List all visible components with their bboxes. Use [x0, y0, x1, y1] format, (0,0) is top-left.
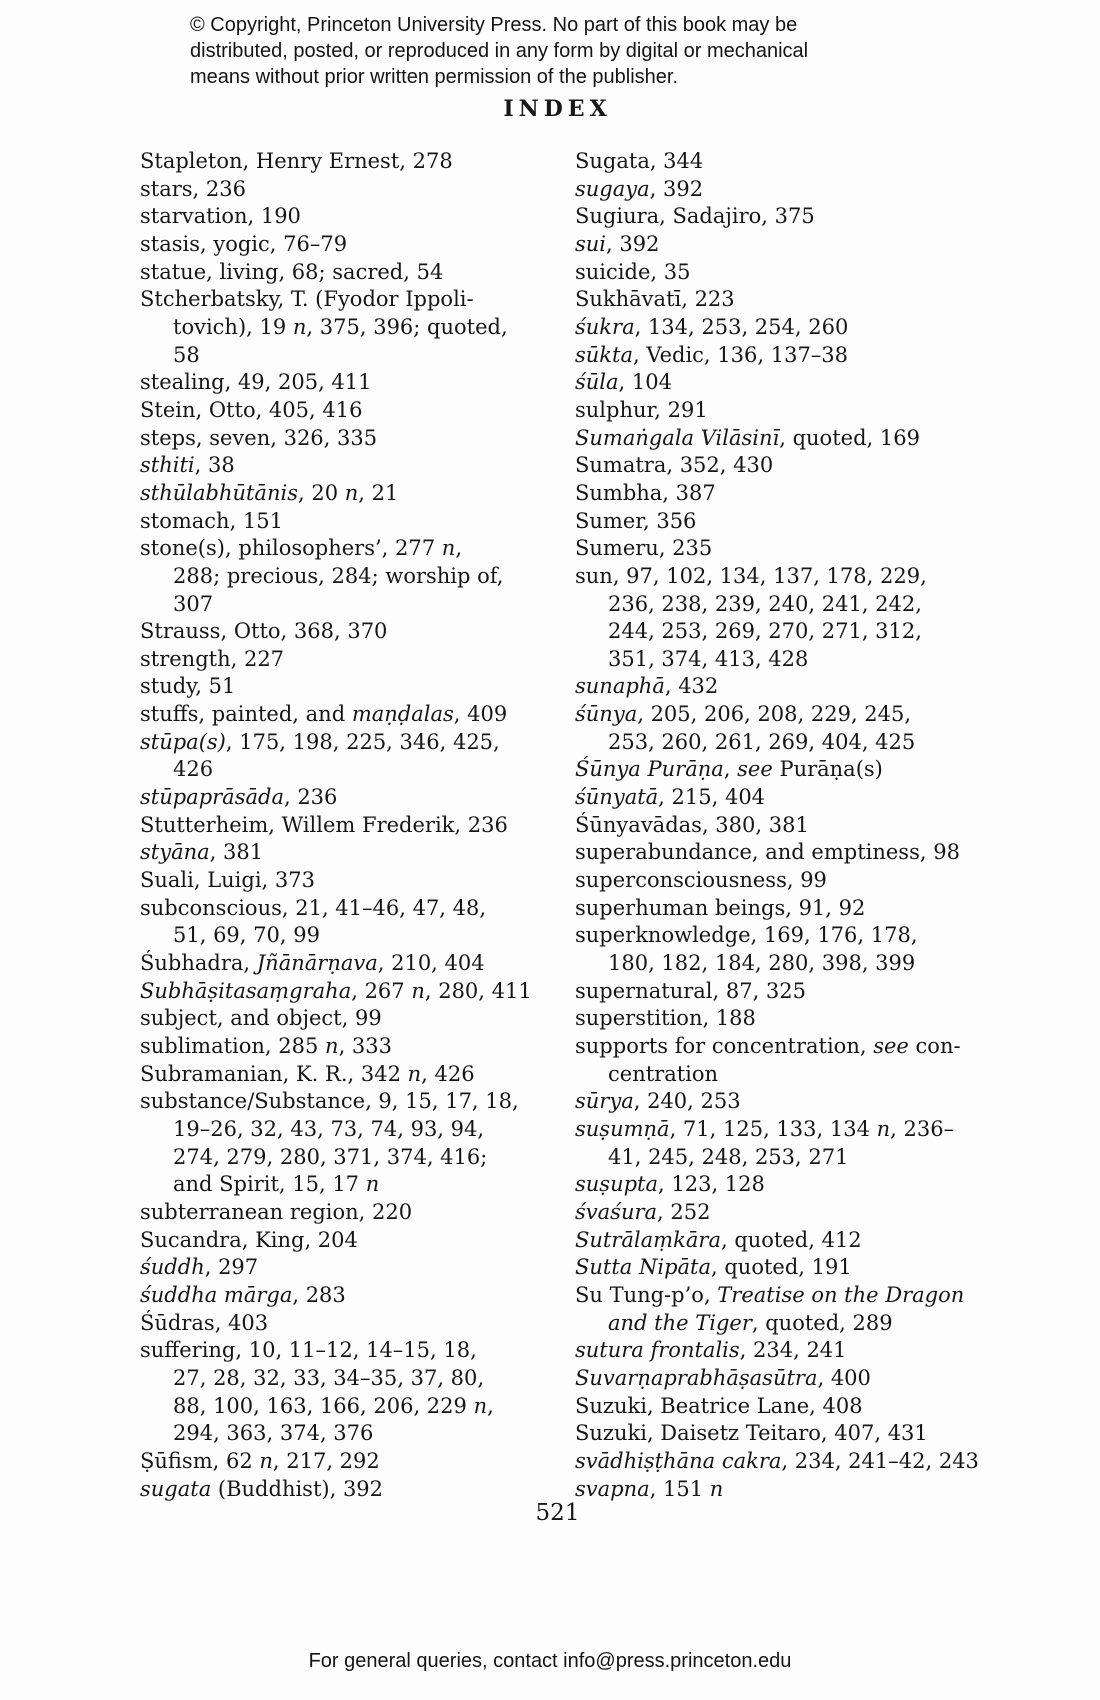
index-entry	[575, 1476, 1005, 1504]
index-entry-line: Sucandra, King, 204	[140, 1227, 358, 1252]
index-entry-line: Strauss, Otto, 368, 370	[140, 619, 388, 644]
index-entry	[575, 563, 1005, 674]
index-entry-line: 27, 28, 32, 33, 34–35, 37, 80,	[173, 1365, 485, 1390]
index-entry	[140, 1310, 570, 1338]
index-entry	[575, 1227, 1005, 1255]
index-entry	[140, 618, 570, 646]
index-entry-line: stasis, yogic, 76–79	[140, 231, 348, 256]
index-entry-line: Sumbha, 387	[575, 480, 716, 505]
index-entry	[575, 148, 1005, 176]
index-entry	[140, 535, 570, 618]
index-entry-line: stomach, 151	[140, 508, 284, 533]
index-entry	[575, 922, 1005, 977]
index-entry	[140, 978, 570, 1006]
index-entry	[140, 1061, 570, 1089]
index-entry-line: superknowledge, 169, 176, 178,	[575, 923, 918, 948]
index-entry-line: sūrya, 240, 253	[575, 1089, 741, 1114]
index-entry	[140, 1448, 570, 1476]
index-entry-line: steps, seven, 326, 335	[140, 425, 378, 450]
index-entry-line: Śubhadra, Jñānārṇava, 210, 404	[140, 951, 485, 976]
index-entry-line: Su Tung-p’o, Treatise on the Dragon	[575, 1282, 965, 1307]
index-entry-line: sutura frontalis, 234, 241	[575, 1338, 847, 1363]
index-entry	[575, 314, 1005, 342]
index-entry	[575, 369, 1005, 397]
index-entry-line: Suali, Luigi, 373	[140, 868, 315, 893]
index-entry	[140, 1254, 570, 1282]
copyright-line: means without prior written permission of the publisher.	[190, 66, 679, 88]
index-entry-line: 41, 245, 248, 253, 271	[608, 1144, 849, 1169]
index-entry-line: sunaphā, 432	[575, 674, 719, 699]
index-entry	[575, 1337, 1005, 1365]
index-entry-line: sublimation, 285 n, 333	[140, 1034, 393, 1058]
index-entry-line: Suzuki, Daisetz Teitaro, 407, 431	[575, 1421, 928, 1446]
index-entry-line: 51, 69, 70, 99	[173, 923, 320, 948]
index-entry	[575, 397, 1005, 425]
index-entry-line: 426	[173, 757, 214, 782]
index-entry-line: stuffs, painted, and maṇḍalas, 409	[140, 702, 508, 727]
index-entry-line: 307	[173, 591, 214, 616]
index-entry	[140, 784, 570, 812]
index-entry-line: tovich), 19 n, 375, 396; quoted,	[173, 314, 508, 339]
index-entry	[140, 1088, 570, 1199]
index-entry	[575, 1254, 1005, 1282]
index-entry-line: suṣumṇā, 71, 125, 133, 134 n, 236–	[575, 1116, 955, 1141]
index-entry-line: Sumatra, 352, 430	[575, 453, 774, 478]
index-entry	[575, 176, 1005, 204]
index-entry	[140, 1282, 570, 1310]
index-entry-line: subject, and object, 99	[140, 1006, 382, 1031]
index-entry-line: superconsciousness, 99	[575, 868, 827, 893]
index-entry-line: sugaya, 392	[575, 176, 704, 201]
index-entry	[575, 867, 1005, 895]
index-entry-line: sthūlabhūtānis, 20 n, 21	[140, 480, 399, 505]
copyright-line: © Copyright, Princeton University Press. No part of this book may be	[190, 14, 798, 36]
index-entry-line: 294, 363, 374, 376	[173, 1421, 374, 1446]
index-entry-line: Stein, Otto, 405, 416	[140, 397, 363, 422]
index-entry	[140, 508, 570, 536]
index-entry	[140, 950, 570, 978]
index-entry	[140, 231, 570, 259]
index-entry-line: Sutrālaṃkāra, quoted, 412	[575, 1227, 862, 1252]
index-entry	[140, 148, 570, 176]
index-entry-line: centration	[608, 1061, 719, 1086]
index-entry-line: suṣupta, 123, 128	[575, 1172, 765, 1197]
index-entry	[575, 1116, 1005, 1171]
index-entry	[140, 1337, 570, 1448]
index-entry-line: sugata (Buddhist), 392	[140, 1476, 384, 1501]
index-entry	[140, 1199, 570, 1227]
index-entry	[575, 784, 1005, 812]
index-entry	[575, 701, 1005, 756]
index-entry	[575, 1448, 1005, 1476]
index-entry	[140, 203, 570, 231]
index-entry-line: Śūdras, 403	[140, 1310, 269, 1335]
index-entry	[575, 425, 1005, 453]
index-entry-line: śūnyatā, 215, 404	[575, 785, 766, 810]
index-entry-line: statue, living, 68; sacred, 54	[140, 259, 444, 284]
index-entry	[575, 756, 1005, 784]
index-column-right	[575, 148, 1005, 1503]
index-heading: INDEX	[503, 96, 612, 122]
index-entry-line: sulphur, 291	[575, 397, 708, 422]
footer-contact: For general queries, contact info@press.princeton.edu	[308, 1650, 792, 1672]
index-entry-line: svapna, 151 n	[575, 1476, 724, 1501]
index-entry-line: 253, 260, 261, 269, 404, 425	[608, 729, 916, 754]
index-entry-line: subconscious, 21, 41–46, 47, 48,	[140, 895, 487, 920]
index-entry	[575, 203, 1005, 231]
index-entry-line: 58	[173, 342, 200, 367]
index-entry	[575, 535, 1005, 563]
index-entry	[575, 480, 1005, 508]
index-entry-line: Sumeru, 235	[575, 536, 713, 561]
index-entry-line: Subramanian, K. R., 342 n, 426	[140, 1061, 475, 1086]
index-entry-line: śvaśura, 252	[575, 1199, 711, 1224]
index-entry-line: Stcherbatsky, T. (Fyodor Ippoli-	[140, 287, 474, 312]
index-entry	[140, 646, 570, 674]
index-entry-line: Subhāṣitasaṃgraha, 267 n, 280, 411	[140, 978, 532, 1003]
index-entry-line: Sugiura, Sadajiro, 375	[575, 204, 815, 229]
index-entry	[140, 425, 570, 453]
index-entry	[575, 1393, 1005, 1421]
index-entry-line: 88, 100, 163, 166, 206, 229 n,	[173, 1393, 494, 1418]
index-entry	[575, 1005, 1005, 1033]
copyright-line: distributed, posted, or reproduced in any form by digital or mechanical	[190, 40, 809, 62]
index-entry	[140, 369, 570, 397]
index-entry	[575, 231, 1005, 259]
index-entry	[140, 839, 570, 867]
index-entry-line: suffering, 10, 11–12, 14–15, 18,	[140, 1338, 477, 1363]
index-entry	[140, 812, 570, 840]
index-entry-line: and the Tiger, quoted, 289	[608, 1310, 893, 1335]
index-entry	[140, 673, 570, 701]
index-entry	[140, 729, 570, 784]
index-entry-line: Śūnyavādas, 380, 381	[575, 812, 809, 837]
index-entry	[575, 1282, 1005, 1337]
index-entry-line: śukra, 134, 253, 254, 260	[575, 314, 849, 339]
index-entry	[140, 397, 570, 425]
page-number: 521	[535, 1500, 580, 1526]
index-entry-line: Suzuki, Beatrice Lane, 408	[575, 1393, 863, 1418]
index-entry-line: sui, 392	[575, 231, 660, 256]
page-number-row	[140, 1500, 975, 1526]
index-entry	[140, 480, 570, 508]
index-entry-line: Sumaṅgala Vilāsinī, quoted, 169	[575, 425, 920, 450]
index-entry	[140, 701, 570, 729]
index-entry-line: stone(s), philosophers’, 277 n,	[140, 536, 463, 561]
index-entry	[575, 839, 1005, 867]
index-entry-line: subterranean region, 220	[140, 1199, 413, 1224]
index-entry	[140, 1005, 570, 1033]
index-entry-line: 288; precious, 284; worship of,	[173, 563, 504, 588]
index-entry-line: Sumer, 356	[575, 508, 697, 533]
index-entry-line: śuddh, 297	[140, 1255, 259, 1280]
index-entry-line: Ṣūfism, 62 n, 217, 292	[140, 1448, 380, 1473]
index-entry-line: 274, 279, 280, 371, 374, 416;	[173, 1144, 488, 1169]
index-entry	[575, 673, 1005, 701]
index-entry-line: sūkta, Vedic, 136, 137–38	[575, 342, 849, 367]
index-entry	[140, 176, 570, 204]
index-entry-line: superabundance, and emptiness, 98	[575, 840, 960, 865]
index-entry-line: sthiti, 38	[140, 453, 235, 478]
index-entry	[140, 1033, 570, 1061]
index-entry-line: 244, 253, 269, 270, 271, 312,	[608, 619, 922, 644]
index-entry	[575, 812, 1005, 840]
index-entry	[140, 1476, 570, 1504]
index-entry-line: Suvarṇaprabhāṣasūtra, 400	[575, 1365, 871, 1390]
index-entry-line: supernatural, 87, 325	[575, 978, 806, 1003]
index-heading-row	[140, 96, 975, 122]
index-entry-line: śūla, 104	[575, 370, 672, 395]
index-entry-line: Stutterheim, Willem Frederik, 236	[140, 812, 508, 837]
index-entry	[575, 1171, 1005, 1199]
index-entry	[575, 1199, 1005, 1227]
index-entry-line: stars, 236	[140, 176, 246, 201]
index-entry-line: stealing, 49, 205, 411	[140, 370, 372, 395]
index-entry-line: Śūnya Purāṇa, see Purāṇa(s)	[575, 757, 883, 782]
index-entry	[140, 452, 570, 480]
index-entry-line: Sutta Nipāta, quoted, 191	[575, 1255, 852, 1280]
index-entry-line: suicide, 35	[575, 259, 691, 284]
index-entry	[575, 286, 1005, 314]
index-entry-line: starvation, 190	[140, 204, 301, 229]
index-entry	[575, 895, 1005, 923]
index-entry	[140, 867, 570, 895]
index-entry	[575, 1088, 1005, 1116]
index-entry-line: substance/Substance, 9, 15, 17, 18,	[140, 1089, 519, 1114]
copyright-notice	[190, 12, 950, 90]
index-entry-line: Sukhāvatī, 223	[575, 287, 735, 312]
index-entry	[140, 259, 570, 287]
index-entry-line: 351, 374, 413, 428	[608, 646, 809, 671]
index-entry	[575, 1365, 1005, 1393]
index-entry-line: śuddha mārga, 283	[140, 1282, 346, 1307]
index-entry	[575, 1033, 1005, 1088]
index-entry	[575, 1420, 1005, 1448]
index-entry	[575, 452, 1005, 480]
index-entry-line: śūnya, 205, 206, 208, 229, 245,	[575, 702, 912, 727]
index-entry-line: Sugata, 344	[575, 149, 704, 173]
index-entry-line: stūpaprāsāda, 236	[140, 785, 338, 810]
index-entry-line: superhuman beings, 91, 92	[575, 895, 866, 920]
index-entry-line: svādhiṣṭhāna cakra, 234, 241–42, 243	[575, 1448, 979, 1473]
index-entry-line: Stapleton, Henry Ernest, 278	[140, 149, 453, 173]
index-entry-line: stūpa(s), 175, 198, 225, 346, 425,	[140, 729, 500, 754]
index-entry	[575, 342, 1005, 370]
index-entry	[140, 286, 570, 369]
index-entry-line: study, 51	[140, 674, 236, 699]
index-entry-line: sun, 97, 102, 134, 137, 178, 229,	[575, 563, 927, 588]
index-entry-line: 19–26, 32, 43, 73, 74, 93, 94,	[173, 1116, 485, 1141]
index-entry-line: 236, 238, 239, 240, 241, 242,	[608, 591, 922, 616]
index-entry-line: 180, 182, 184, 280, 398, 399	[608, 951, 916, 976]
index-entry	[575, 508, 1005, 536]
index-entry	[140, 895, 570, 950]
index-entry	[575, 978, 1005, 1006]
index-entry-line: superstition, 188	[575, 1006, 756, 1031]
index-entry	[575, 259, 1005, 287]
index-entry	[140, 1227, 570, 1255]
index-entry-line: supports for concentration, see con-	[575, 1034, 961, 1058]
index-column-left	[140, 148, 570, 1503]
index-entry-line: styāna, 381	[140, 840, 264, 865]
index-entry-line: strength, 227	[140, 646, 285, 671]
index-entry-line: and Spirit, 15, 17 n	[173, 1172, 380, 1197]
